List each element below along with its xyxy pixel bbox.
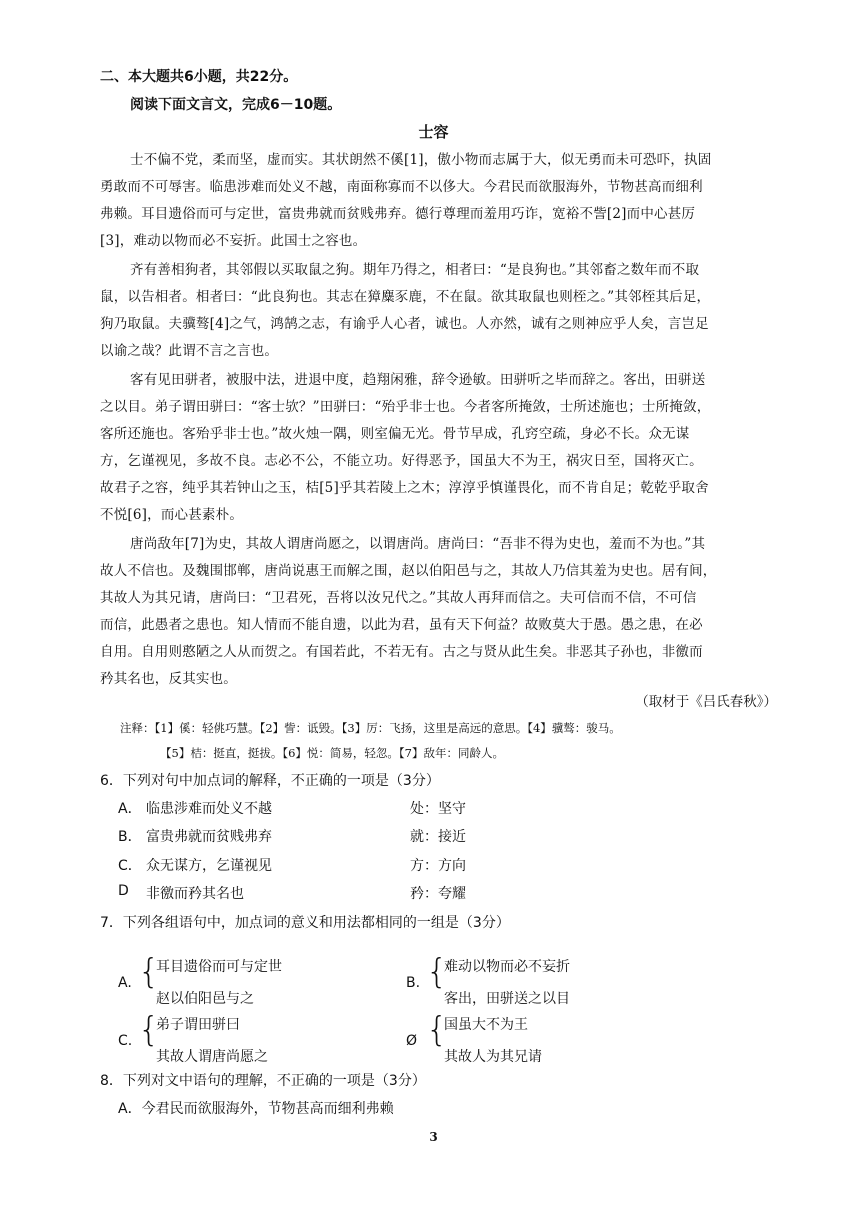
brace-icon: { <box>138 1010 160 1050</box>
passage-line: 鼠，以告相者。相者曰：“此良狗也。其志在獐麋豕鹿，不在鼠。欲其取鼠也则桎之。”其邻桎其后足， <box>100 289 711 305</box>
passage-line: 狗乃取鼠。夫骥骜[4]之气，鸿鹄之志，有谕乎人心者，诚也。人亦然，诚有之则神应乎人矣，言岂足 <box>100 316 709 332</box>
q7-group-line: 其故人为其兄请 <box>444 1049 542 1065</box>
q6-option-gloss: 方：方向 <box>410 858 466 874</box>
passage-line: 唐尚敌年[7]为史，其故人谓唐尚愿之，以谓唐尚。唐尚曰：“吾非不得为史也，羞而不为也。”其 <box>130 536 706 552</box>
passage-line: [3]，难动以物而必不妄折。此国士之容也。 <box>100 233 367 249</box>
q7-group-letter: B. <box>406 975 421 991</box>
passage-line: 齐有善相狗者，其邻假以买取鼠之狗。期年乃得之，相者曰：“是良狗也。”其邻畜之数年而不取 <box>130 262 700 278</box>
q8-option-a: A．今君民而欲服海外，节物甚高而细利弗赖 <box>118 1101 394 1117</box>
q6-option-letter: B． <box>118 829 142 845</box>
q6-option-sentence: 众无谋方，乞谨视见 <box>146 858 272 874</box>
q6-option-gloss: 矜：夸耀 <box>410 886 466 902</box>
passage-line: 而信，此愚者之患也。知人情而不能自遗，以此为君，虽有天下何益？故败莫大于愚。愚之患，在必 <box>100 617 703 633</box>
q7-group-line: 难动以物而必不妄折 <box>444 959 570 975</box>
passage-line: 不悦[6]，而心甚素朴。 <box>100 507 244 523</box>
brace-icon: { <box>426 952 448 992</box>
passage-line: 以谕之哉？此谓不言之言也。 <box>100 343 279 359</box>
footnote-line: 注释：【1】傒：轻佻巧慧。【2】訾：诋毁。【3】厉：飞扬，这里是高远的意思。【4】骥骜：骏马。 <box>120 721 621 735</box>
q7-group-line: 国虽大不为王 <box>444 1017 528 1033</box>
q6-option-gloss: 就：接近 <box>410 829 466 845</box>
q6-option-sentence: 非徼而矜其名也 <box>146 886 244 902</box>
passage-line: 故人不信也。及魏围邯郸，唐尚说惠王而解之围，赵以伯阳邑与之，其故人乃信其羞为史也。居有间， <box>100 563 717 579</box>
q6-option-letter: A． <box>118 801 142 817</box>
passage-line: 客所还施也。客殆乎非士也。”故火烛一隅，则室偏无光。骨节早成，孔窍空疏，身必不长。众无谋 <box>100 426 690 442</box>
q7-group-line: 其故人谓唐尚愿之 <box>156 1049 268 1065</box>
page-number: 3 <box>429 1130 438 1144</box>
q6-option-letter: C． <box>118 858 142 874</box>
q7-group-line: 耳目遗俗而可与定世 <box>156 959 282 975</box>
instruction: 阅读下面文言文，完成6－10题。 <box>130 97 342 113</box>
passage-line: 客有见田骈者，被服中法，进退中度，趋翔闲雅，辞令逊敏。田骈听之毕而辞之。客出，田骈送 <box>130 372 706 388</box>
q7-group-letter: C. <box>118 1033 133 1049</box>
q7-group-letter: A. <box>118 975 132 991</box>
passage-line: 士不偏不党，柔而坚，虚而实。其状朗然不傒[1]，傲小物而志属于大，似无勇而未可恐吓，执固 <box>130 152 712 168</box>
q7-group-line: 弟子谓田骈曰 <box>156 1017 240 1033</box>
source-citation: （取材于《吕氏春秋》） <box>635 694 777 710</box>
passage-line: 矜其名也，反其实也。 <box>100 671 237 687</box>
passage-line: 之以目。弟子谓田骈曰：“客士欤？”田骈曰：“殆乎非士也。今者客所掩敛，士所述施也；士所掩敛， <box>100 399 711 415</box>
section-heading: 二、本大题共6小题，共22分。 <box>100 69 298 85</box>
brace-icon: { <box>426 1010 448 1050</box>
question-6-stem: 6．下列对句中加点词的解释，不正确的一项是（3分） <box>100 773 440 789</box>
passage-line: 弗赖。耳目遗俗而可与定世，富贵弗就而贫贱弗弃。德行尊理而羞用巧诈，宽裕不訾[2]而中心甚厉 <box>100 206 696 222</box>
passage-line: 故君子之容，纯乎其若钟山之玉，桔[5]乎其若陵上之木；淳淳乎慎谨畏化，而不肯自足；乾乾乎取舍 <box>100 480 709 496</box>
passage-title: 士容 <box>418 123 449 141</box>
footnote-line: 【5】桔：挺直，挺拔。【6】悦：简易，轻忽。【7】敌年：同龄人。 <box>160 746 504 760</box>
question-8-stem: 8．下列对文中语句的理解，不正确的一项是（3分） <box>100 1073 426 1089</box>
passage-line: 方，乞谨视见，多故不良。志必不公，不能立功。好得恶予，国虽大不为王，祸灾日至，国将灭亡。 <box>100 453 703 469</box>
q6-option-letter: D <box>118 883 129 899</box>
q6-option-sentence: 富贵弗就而贫贱弗弃 <box>146 829 272 845</box>
question-7-stem: 7．下列各组语句中，加点词的意义和用法都相同的一组是（3分） <box>100 915 510 931</box>
passage-line: 自用。自用则憨陋之人从而贺之。有国若此，不若无有。古之与贤从此生矣。非恶其子孙也，非徼而 <box>100 644 703 660</box>
brace-icon: { <box>138 952 160 992</box>
passage-line: 其故人为其兄请，唐尚曰：“卫君死，吾将以汝兄代之。”其故人再拜而信之。夫可信而不信，不可信 <box>100 590 697 606</box>
q7-group-letter: Ø <box>406 1033 418 1049</box>
q6-option-gloss: 处：坚守 <box>410 801 466 817</box>
q7-group-line: 赵以伯阳邑与之 <box>156 991 254 1007</box>
q6-option-sentence: 临患涉难而处义不越 <box>146 801 272 817</box>
q7-group-line: 客出，田骈送之以目 <box>444 991 570 1007</box>
passage-line: 勇敢而不可辱害。临患涉难而处义不越，南面称寡而不以侈大。今君民而欲服海外，节物甚高而细利 <box>100 179 703 195</box>
